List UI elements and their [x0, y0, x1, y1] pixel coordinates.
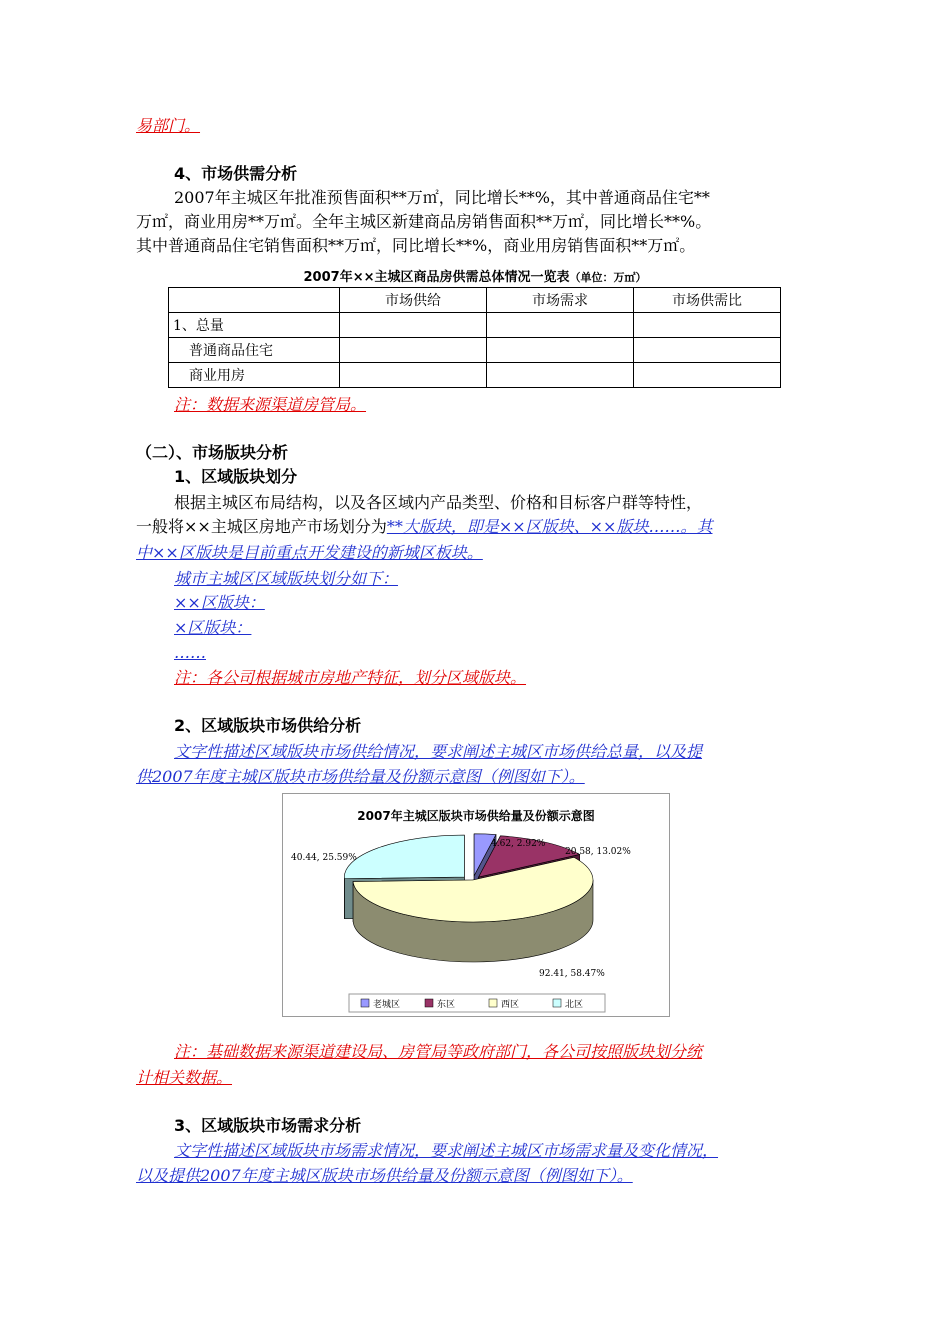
paragraph-line: 万㎡，商业用房**万㎡。全年主城区新建商品房销售面积**万㎡，同比增长**%。 [136, 212, 712, 231]
table-cell [634, 363, 781, 388]
legend-swatch [553, 999, 561, 1007]
legend-label: 东区 [437, 1000, 456, 1010]
table-header-cell: 市场需求 [487, 288, 634, 313]
data-label: 92.41, 58.47% [539, 969, 605, 979]
supply-demand-table [168, 287, 781, 388]
data-source-note: 计相关数据。 [136, 1068, 233, 1087]
table-row [169, 313, 781, 338]
table-cell: 普通商品住宅 [169, 338, 340, 363]
table-cell [634, 338, 781, 363]
data-source-note: 注：基础数据来源渠道建设局、房管局等政府部门，各公司按照版块划分统 [174, 1042, 703, 1061]
placeholder-text: 城市主城区区域版块划分如下： [174, 569, 399, 588]
legend-label: 北区 [565, 1000, 584, 1010]
table-row [169, 338, 781, 363]
table-cell [340, 313, 487, 338]
table-header-cell: 市场供需比 [634, 288, 781, 313]
placeholder-text: 以及提供2007年度主城区版块市场供给量及份额示意图（例图如下）。 [136, 1166, 633, 1185]
legend-label: 西区 [501, 1000, 520, 1010]
placeholder-text: 文字性描述区域版块市场需求情况，要求阐述主城区市场需求量及变化情况， [174, 1141, 719, 1160]
table-cell [487, 363, 634, 388]
chart-title: 2007年主城区版块市场供给量及份额示意图 [357, 809, 595, 823]
paragraph-line: 根据主城区布局结构，以及各区域内产品类型、价格和目标客户群等特性， [174, 493, 703, 512]
data-label: 20.58, 13.02% [565, 847, 631, 857]
table-source-note: 注：数据来源渠道房管局。 [174, 395, 367, 414]
heading-supply-demand: 4、市场供需分析 [174, 164, 298, 183]
data-label: 40.44, 25.59% [291, 853, 357, 863]
data-label: 4.62, 2.92% [491, 839, 546, 849]
legend-swatch [425, 999, 433, 1007]
table-cell [634, 313, 781, 338]
paragraph-line: 2007年主城区年批准预售面积**万㎡，同比增长**%，其中普通商品住宅** [174, 188, 710, 207]
pie-chart [283, 794, 669, 1016]
table-cell [340, 363, 487, 388]
heading-region-division: 1、区域版块划分 [174, 467, 298, 486]
table-cell [487, 338, 634, 363]
table-cell [340, 338, 487, 363]
continued-note-text: 易部门。 [136, 116, 201, 135]
section-heading: （二）、市场版块分析 [136, 443, 289, 462]
table-cell: 商业用房 [169, 363, 340, 388]
placeholder-text: …… [174, 643, 206, 662]
placeholder-text: **大版块，即是××区版块、××版块……。其 [386, 517, 713, 536]
placeholder-text: 中××区版块是目前重点开发建设的新城区板块。 [136, 543, 483, 562]
paragraph-line: 其中普通商品住宅销售面积**万㎡，同比增长**%，商业用房销售面积**万㎡。 [136, 236, 696, 255]
pie-slice-北区 [344, 835, 464, 879]
division-note: 注：各公司根据城市房地产特征，划分区域版块。 [174, 668, 527, 687]
table-cell [487, 313, 634, 338]
table-header-cell: 市场供给 [340, 288, 487, 313]
legend-swatch [361, 999, 369, 1007]
legend-label: 老城区 [373, 1000, 401, 1010]
paragraph-line [136, 515, 712, 539]
heading-region-demand: 3、区域版块市场需求分析 [174, 1116, 362, 1135]
placeholder-text: 文字性描述区域版块市场供给情况，要求阐述主城区市场供给总量，以及提 [174, 742, 703, 761]
table-cell: 1、总量 [169, 313, 340, 338]
heading-region-supply: 2、区域版块市场供给分析 [174, 716, 362, 735]
table-caption: 2007年××主城区商品房供需总体情况一览表（单位：万㎡） [303, 270, 647, 285]
pie-chart-container [282, 793, 670, 1017]
placeholder-text: 供2007年度主城区版块市场供给量及份额示意图（例图如下）。 [136, 767, 585, 786]
legend-swatch [489, 999, 497, 1007]
placeholder-text: ×区版块： [174, 618, 252, 637]
table-row [169, 363, 781, 388]
table-header-row [169, 288, 781, 313]
placeholder-text: ××区版块： [174, 593, 265, 612]
paragraph-plain-text: 一般将××主城区房地产市场划分为 [136, 517, 387, 536]
table-header-cell [169, 288, 340, 313]
